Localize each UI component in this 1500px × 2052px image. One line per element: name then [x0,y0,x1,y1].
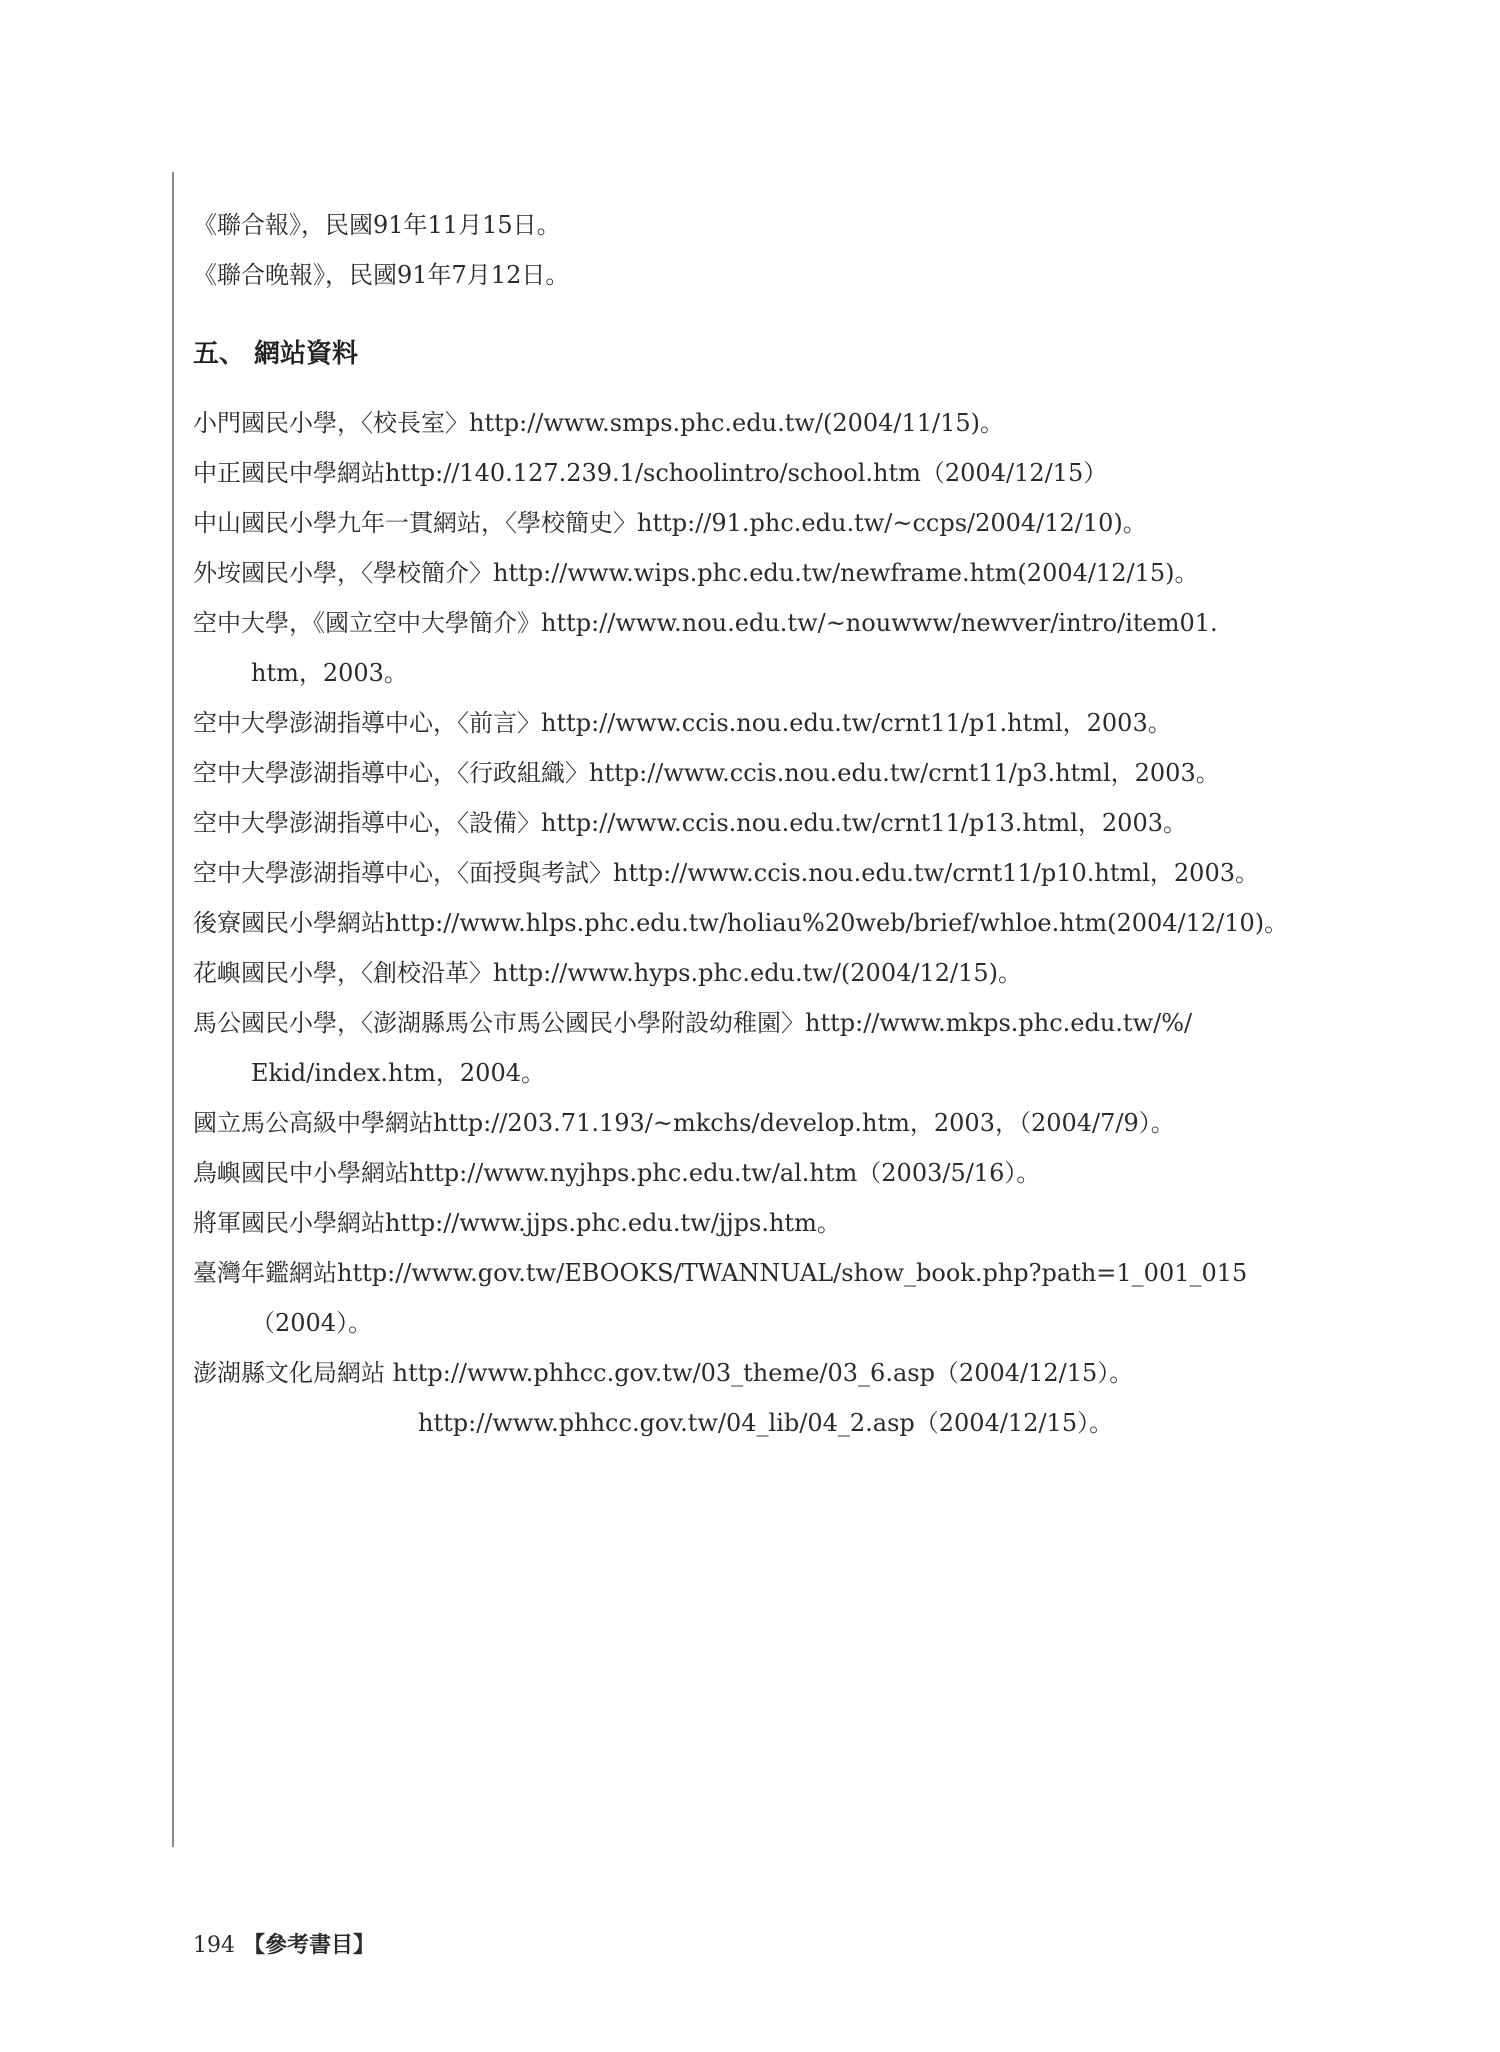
website-entry: 花嶼國民小學，〈創校沿革〉http://www.hyps.phc.edu.tw/(2004/12/15)。 [193,959,1022,987]
margin-rule [172,172,174,1847]
page-number: 194 [193,1933,235,1958]
website-entry: 將軍國民小學網站http://www.jjps.phc.edu.tw/jjps.htm。 [193,1209,841,1237]
website-entry: 中山國民小學九年一貫網站，〈學校簡史〉http://91.phc.edu.tw/~ccps/2004/12/10)。 [193,509,1147,537]
website-entry: 國立馬公高級中學網站http://203.71.193/~mkchs/develop.htm，2003，（2004/7/9）。 [193,1109,1175,1137]
website-entry: 澎湖縣文化局網站 http://www.phhcc.gov.tw/03_theme/03_6.asp（2004/12/15）。 [193,1359,1134,1387]
website-entry: 空中大學，《國立空中大學簡介》http://www.nou.edu.tw/~nouwww/newver/intro/item01. [193,609,1218,637]
page-footer [193,1928,375,1959]
website-entry: 臺灣年鑑網站http://www.gov.tw/EBOOKS/TWANNUAL/show_book.php?path=1_001_015 [193,1259,1248,1287]
section-heading: 五、 網站資料 [193,339,359,369]
newspaper-entry: 《聯合報》，民國91年11月15日。 [193,211,561,239]
website-entry: 小門國民小學，〈校長室〉http://www.smps.phc.edu.tw/(2004/11/15)。 [193,409,1005,437]
website-entry: 馬公國民小學，〈澎湖縣馬公市馬公國民小學附設幼稚園〉http://www.mkps.phc.edu.tw/%/ [193,1009,1193,1037]
website-entry: 外垵國民小學，〈學校簡介〉http://www.wips.phc.edu.tw/newframe.htm(2004/12/15)。 [193,559,1199,587]
website-entry: 鳥嶼國民中小學網站http://www.nyjhps.phc.edu.tw/al.htm（2003/5/16）。 [193,1159,1041,1187]
website-entry-continuation: Ekid/index.htm，2004。 [251,1059,545,1087]
footer-section-label: 【參考書目】 [243,1933,376,1958]
website-entry: 後寮國民小學網站http://www.hlps.phc.edu.tw/holiau%20web/brief/whloe.htm(2004/12/10)。 [193,909,1289,937]
website-entry-continuation: （2004）。 [251,1309,373,1337]
website-entry-continuation: http://www.phhcc.gov.tw/04_lib/04_2.asp（2004/12/15）。 [418,1409,1114,1437]
website-entry: 空中大學澎湖指導中心，〈設備〉http://www.ccis.nou.edu.tw/crnt11/p13.html，2003。 [193,809,1187,837]
website-entry: 空中大學澎湖指導中心，〈前言〉http://www.ccis.nou.edu.tw/crnt11/p1.html，2003。 [193,709,1172,737]
newspaper-entry: 《聯合晚報》，民國91年7月12日。 [193,261,570,289]
website-entry: 中正國民中學網站http://140.127.239.1/schoolintro/school.htm（2004/12/15） [193,459,1108,487]
page-body [193,200,1343,1448]
website-entry: 空中大學澎湖指導中心，〈行政組織〉http://www.ccis.nou.edu.tw/crnt11/p3.html，2003。 [193,759,1220,787]
website-entry: 空中大學澎湖指導中心，〈面授與考試〉http://www.ccis.nou.edu.tw/crnt11/p10.html，2003。 [193,859,1259,887]
website-entry-continuation: htm，2003。 [251,659,408,687]
